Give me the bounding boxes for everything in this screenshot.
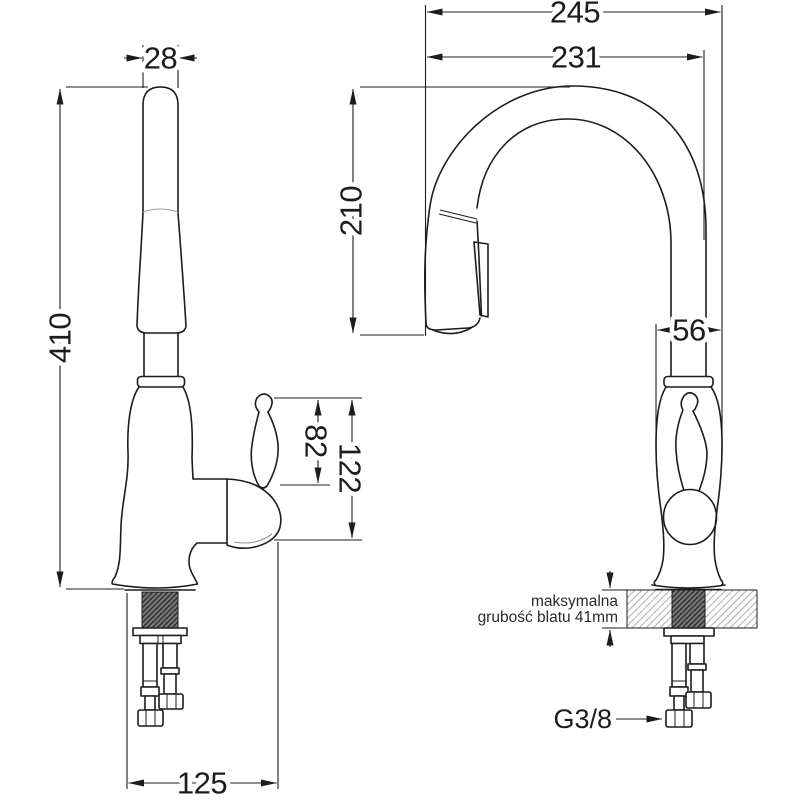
side-right-tail-joint	[688, 664, 706, 670]
front-left-tail-stem	[145, 696, 155, 710]
dim-125-label: 125	[176, 765, 228, 800]
countertop-note-line2: grubość blatu 41mm	[477, 609, 618, 626]
side-threaded-shank	[672, 590, 705, 628]
side-right-tail-tube	[690, 644, 704, 665]
dim-245-label: 245	[549, 0, 601, 30]
front-right-tail-joint	[161, 668, 179, 674]
countertop-hatch-right	[705, 590, 757, 628]
front-collar	[138, 377, 185, 388]
side-connector-block	[671, 636, 704, 644]
front-connector-block	[140, 636, 181, 644]
dim-28-label: 28	[143, 40, 178, 76]
front-threaded-shank	[142, 592, 178, 628]
front-mounting-flange	[133, 628, 187, 636]
side-mounting-flange	[664, 628, 714, 636]
side-left-tail-stem	[674, 696, 684, 710]
dim-410-label: 410	[42, 312, 78, 364]
side-collar	[664, 377, 713, 388]
front-right-tail-nut	[159, 694, 183, 709]
side-right-tail-stem	[691, 670, 703, 692]
countertop-hatch-left	[627, 590, 672, 628]
side-left-tail-nut	[666, 710, 692, 727]
dim-56-label: 56	[672, 312, 706, 348]
dim-122-label: 122	[332, 442, 368, 494]
countertop-note-line1: maksymalna	[531, 593, 618, 610]
thread-label: G3/8	[553, 704, 612, 734]
dim-82-label: 82	[298, 424, 334, 458]
side-left-tail-tube	[672, 644, 686, 688]
front-right-tail-tube	[163, 644, 177, 669]
dim-210-label: 210	[333, 185, 369, 237]
side-right-tail-nut	[686, 692, 711, 708]
front-left-tail-tube	[143, 644, 157, 688]
dim-231-label: 231	[550, 39, 602, 75]
front-left-tail-coupling	[141, 687, 159, 696]
front-left-tail-nut	[138, 710, 163, 726]
front-right-tail-stem	[164, 674, 176, 694]
